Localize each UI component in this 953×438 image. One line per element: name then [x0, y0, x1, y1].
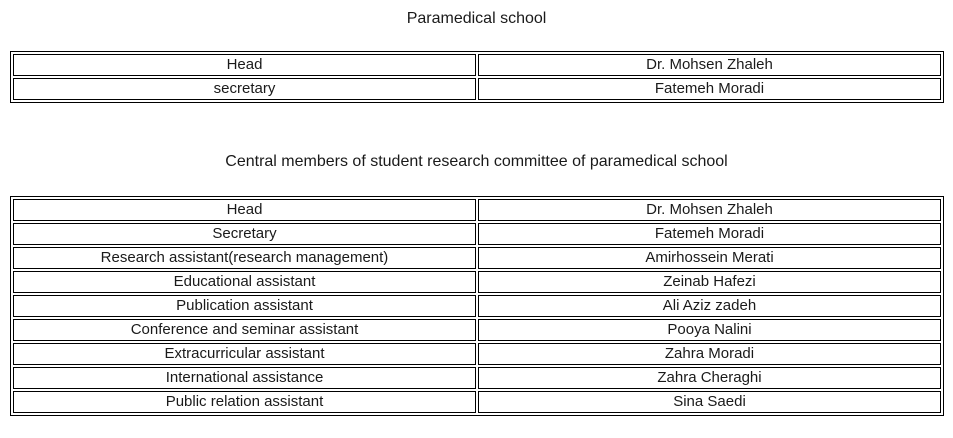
name-cell: Zahra Moradi [478, 343, 941, 365]
role-cell: Publication assistant [13, 295, 476, 317]
table-row [13, 54, 941, 76]
table-row [13, 271, 941, 293]
role-cell: Research assistant(research management) [13, 247, 476, 269]
role-cell: Secretary [13, 223, 476, 245]
name-cell: Fatemeh Moradi [478, 223, 941, 245]
role-cell: International assistance [13, 367, 476, 389]
role-cell: Extracurricular assistant [13, 343, 476, 365]
role-cell: Public relation assistant [13, 391, 476, 413]
name-cell: Zeinab Hafezi [478, 271, 941, 293]
name-cell: Ali Aziz zadeh [478, 295, 941, 317]
table-row [13, 223, 941, 245]
table-row [13, 319, 941, 341]
table-row [13, 295, 941, 317]
name-cell: Dr. Mohsen Zhaleh [478, 54, 941, 76]
table-row [13, 367, 941, 389]
table-row [13, 247, 941, 269]
name-cell: Fatemeh Moradi [478, 78, 941, 100]
table-row [13, 199, 941, 221]
paramedical-school-table [10, 51, 944, 103]
role-cell: Head [13, 54, 476, 76]
name-cell: Pooya Nalini [478, 319, 941, 341]
table-row [13, 391, 941, 413]
role-cell: secretary [13, 78, 476, 100]
name-cell: Zahra Cheraghi [478, 367, 941, 389]
name-cell: Amirhossein Merati [478, 247, 941, 269]
section-title-paramedical-school: Paramedical school [406, 10, 547, 27]
name-cell: Sina Saedi [478, 391, 941, 413]
central-members-table [10, 196, 944, 416]
table-row [13, 343, 941, 365]
table-row [13, 78, 941, 100]
section-title-central-members: Central members of student research committee of paramedical school [225, 153, 728, 170]
name-cell: Dr. Mohsen Zhaleh [478, 199, 941, 221]
role-cell: Head [13, 199, 476, 221]
role-cell: Educational assistant [13, 271, 476, 293]
role-cell: Conference and seminar assistant [13, 319, 476, 341]
